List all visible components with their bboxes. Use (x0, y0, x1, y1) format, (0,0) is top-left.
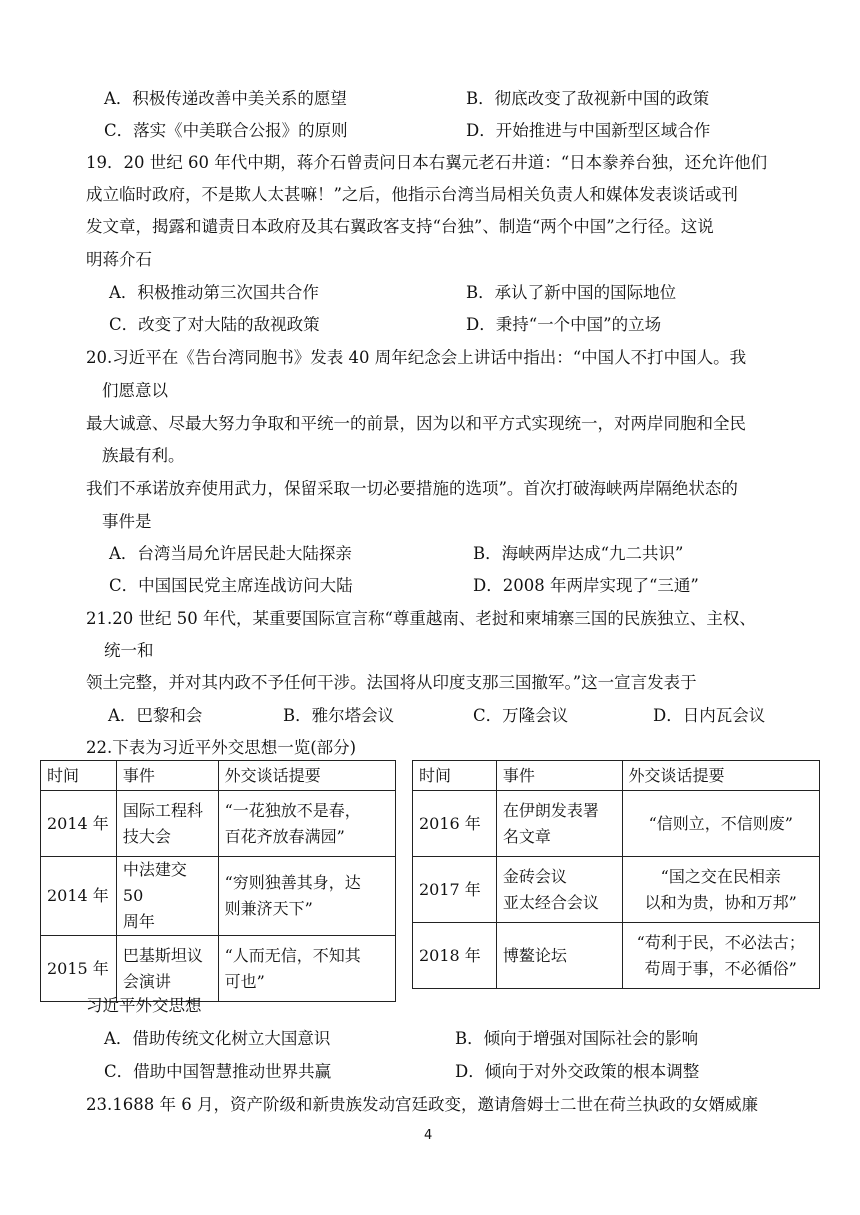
talk-line: 可也” (224, 971, 265, 991)
event-line: 中法建交 50 (122, 860, 187, 905)
header-time: 时间 (41, 761, 117, 791)
table-row (41, 791, 396, 857)
event-line: 金砖会议 (502, 866, 567, 886)
q22-option-b: B．倾向于增强对国际社会的影响 (455, 1029, 699, 1048)
q20-option-a: A．台湾当局允许居民赴大陆探亲 (109, 544, 352, 563)
row-event (496, 857, 622, 923)
event-line: 国际工程科 (122, 800, 203, 820)
q21-stem-line-2: 统一和 (104, 641, 154, 660)
table-row (41, 936, 396, 1002)
q19-option-c: C．改变了对大陆的敌视政策 (109, 315, 320, 334)
q22-option-a: A．借助传统文化树立大国意识 (104, 1029, 331, 1048)
q19-option-d: D．秉持“一个中国”的立场 (466, 315, 662, 334)
q18-option-b: B．彻底改变了敌视新中国的政策 (466, 89, 710, 108)
q20-stem-line-3: 最大诚意、尽最大努力争取和平统一的前景，因为以和平方式实现统一，对两岸同胞和全民 (86, 414, 746, 433)
q19-option-b: B．承认了新中国的国际地位 (466, 283, 677, 302)
q18-option-c: C．落实《中美联合公报》的原则 (104, 121, 348, 140)
q21-stem-line-1: 21.20 世纪 50 年代，某重要国际宣言称“尊重越南、老挝和柬埔寨三国的民族独立、主权、 (86, 609, 756, 628)
table-row (413, 857, 820, 923)
talk-line: “人而无信，不知其 (224, 945, 361, 965)
table-row (413, 791, 820, 857)
row-time: 2016 年 (413, 791, 497, 857)
q19-option-a: A．积极推动第三次国共合作 (109, 283, 319, 302)
row-talk (622, 791, 819, 857)
event-line: 名文章 (502, 826, 551, 846)
q21-option-c: C．万隆会议 (473, 706, 569, 725)
q19-stem-line-3: 发文章，揭露和谴责日本政府及其右翼政客支持“台独”、制造“两个中国”之行径。这说 (86, 217, 714, 236)
talk-line: 以和为贵，协和万邦” (644, 892, 797, 912)
header-talk: 外交谈话提要 (622, 761, 819, 791)
table-row (413, 923, 820, 989)
row-time: 2018 年 (413, 923, 497, 989)
q22-stem-line-1: 22.下表为习近平外交思想一览(部分) (86, 738, 357, 757)
q20-option-c: C．中国国民党主席连战访问大陆 (109, 576, 353, 595)
row-time: 2015 年 (41, 936, 117, 1002)
q18-option-a: A．积极传递改善中美关系的愿望 (104, 89, 347, 108)
q18-option-d: D．开始推进与中国新型区域合作 (466, 121, 711, 140)
q20-stem-line-5: 我们不承诺放弃使用武力，保留采取一切必要措施的选项”。首次打破海峡两岸隔绝状态的 (86, 479, 738, 498)
header-event: 事件 (116, 761, 218, 791)
q20-option-b: B．海峡两岸达成“九二共识” (473, 544, 684, 563)
q22-right-table (412, 760, 820, 989)
row-event (116, 857, 218, 936)
q20-stem-line-1: 20.习近平在《告台湾同胞书》发表 40 周年纪念会上讲话中指出：“中国人不打中国人。我 (86, 348, 747, 367)
table-row (41, 857, 396, 936)
talk-line: “国之交在民相亲 (660, 866, 781, 886)
header-time: 时间 (413, 761, 497, 791)
q20-option-d: D．2008 年两岸实现了“三通” (473, 576, 699, 595)
q21-stem-line-3: 领土完整，并对其内政不予任何干涉。法国将从印度支那三国撤军。”这一宣言发表于 (86, 673, 697, 692)
talk-line: 则兼济天下” (224, 899, 313, 918)
row-talk (218, 791, 395, 857)
row-event (116, 791, 218, 857)
q22-option-c: C．借助中国智慧推动世界共赢 (104, 1062, 332, 1081)
q21-option-b: B．雅尔塔会议 (283, 706, 395, 725)
row-event (496, 923, 622, 989)
row-talk (218, 857, 395, 936)
page-number: 4 (424, 1128, 433, 1143)
row-event (116, 936, 218, 1002)
q21-option-a: A．巴黎和会 (108, 706, 203, 725)
event-line: 博鳌论坛 (502, 945, 567, 965)
event-line: 巴基斯坦议 (122, 945, 203, 965)
event-line: 在伊朗发表署 (502, 800, 599, 820)
q22-option-d: D．倾向于对外交政策的根本调整 (455, 1062, 700, 1081)
q20-stem-line-2: 们愿意以 (102, 381, 168, 400)
row-time: 2014 年 (41, 791, 117, 857)
talk-line: 苟周于事，不必循俗” (644, 958, 797, 978)
row-talk (622, 923, 819, 989)
row-talk (218, 936, 395, 1002)
event-line: 会演讲 (122, 971, 171, 991)
q19-stem-line-4: 明蒋介石 (86, 250, 152, 269)
q20-stem-line-4: 族最有利。 (102, 446, 185, 465)
talk-line: “穷则独善其身，达 (224, 873, 361, 892)
header-talk: 外交谈话提要 (218, 761, 395, 791)
row-event (496, 791, 622, 857)
talk-line: “苟利于民，不必法古； (636, 932, 805, 952)
event-line: 亚太经合会议 (502, 892, 599, 912)
talk-line: “一花独放不是春， (224, 800, 361, 820)
event-line: 技大会 (122, 826, 171, 846)
talk-line: 百花齐放春满园” (224, 826, 345, 846)
row-time: 2017 年 (413, 857, 497, 923)
row-time: 2014 年 (41, 857, 117, 936)
q20-stem-line-6: 事件是 (102, 512, 152, 531)
header-event: 事件 (496, 761, 622, 791)
talk-line: “信则立，不信则废” (648, 813, 793, 833)
q22-left-table (40, 760, 396, 1002)
q19-stem-line-1: 19．20 世纪 60 年代中期，蒋介石曾责问日本右翼元老石井道：“日本豢养台独，还允许他们 (86, 153, 768, 172)
q21-option-d: D．日内瓦会议 (653, 706, 766, 725)
row-talk (622, 857, 819, 923)
event-line: 周年 (122, 912, 155, 931)
q22-stem-line-2: 习近平外交思想 (86, 996, 202, 1015)
q19-stem-line-2: 成立临时政府，不是欺人太甚嘛！”之后，他指示台湾当局相关负责人和媒体发表谈话或刊 (86, 185, 738, 204)
table-header-row (413, 761, 820, 791)
q23-stem-line-1: 23.1688 年 6 月，资产阶级和新贵族发动宫廷政变，邀请詹姆士二世在荷兰执政的女婿威廉 (86, 1095, 758, 1114)
table-header-row (41, 761, 396, 791)
